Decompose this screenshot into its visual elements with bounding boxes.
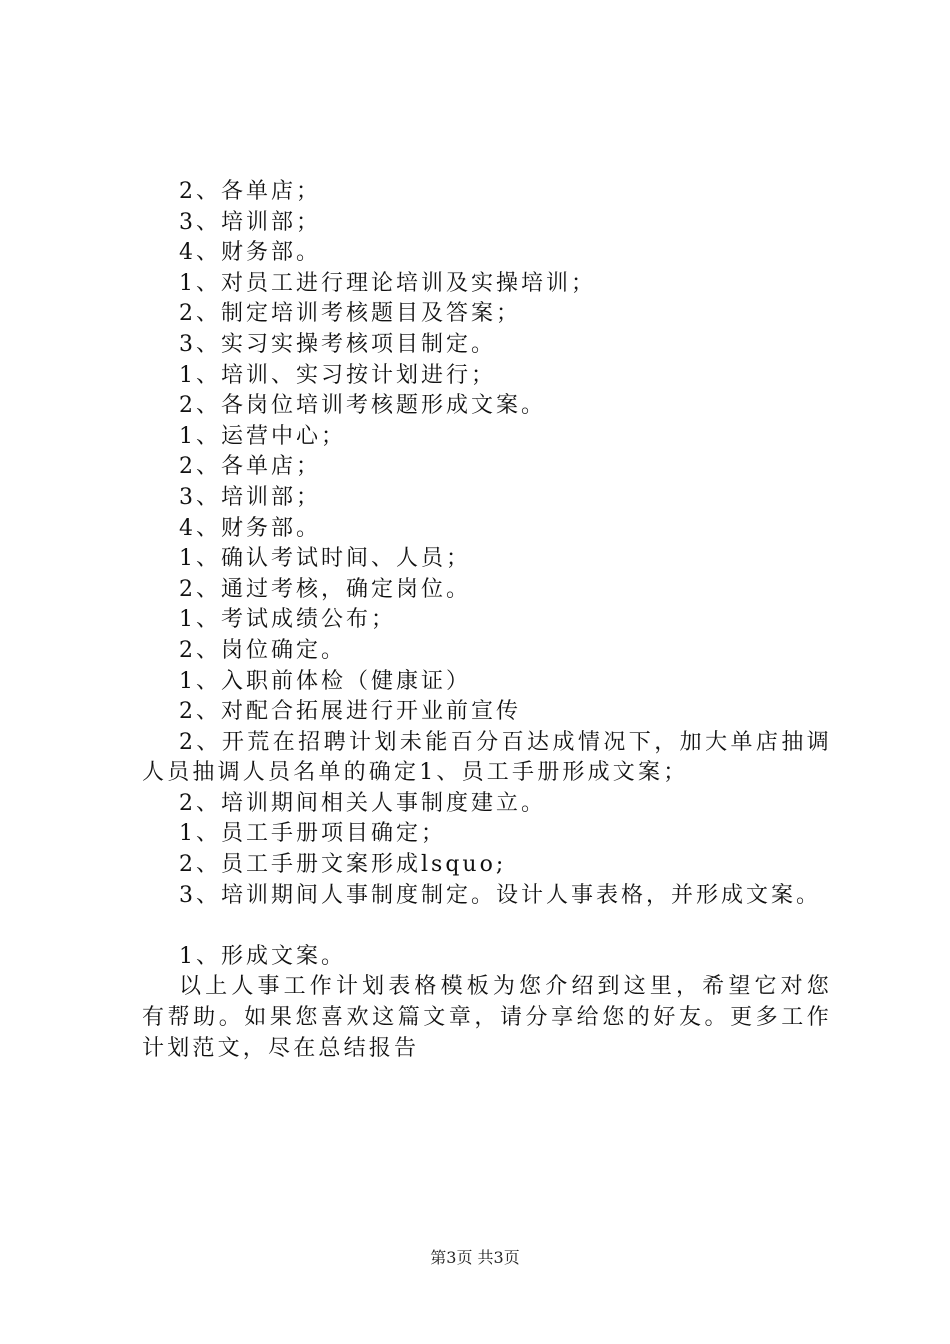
page-indicator: 第3页 共3页	[430, 1248, 520, 1267]
list-item: 1、培训、实习按计划进行；	[179, 362, 496, 388]
list-item: 1、确认考试时间、人员；	[179, 546, 471, 572]
list-item: 2、各岗位培训考核题形成文案。	[179, 393, 546, 419]
list-item: 2、制定培训考核题目及答案；	[179, 301, 521, 327]
list-item: 1、对员工进行理论培训及实操培训；	[179, 270, 596, 296]
list-item: 3、实习实操考核项目制定。	[179, 331, 496, 357]
list-item: 3、培训期间人事制度制定。设计人事表格，并形成文案。	[179, 882, 821, 908]
list-item: 2、岗位确定。	[179, 637, 346, 663]
list-item: 1、考试成绩公布；	[179, 607, 396, 633]
list-item: 1、形成文案。	[179, 943, 346, 969]
list-item: 3、培训部；	[179, 484, 321, 510]
document-body	[142, 177, 832, 1064]
list-item: 3、培训部；	[179, 209, 321, 235]
list-item: 2、各单店；	[179, 179, 321, 204]
list-item: 4、财务部。	[179, 515, 321, 541]
closing-paragraph: 以上人事工作计划表格模板为您介绍到这里，希望它对您有帮助。如果您喜欢这篇文章，请分享给您的好友。更多工作计划范文，尽在总结报告	[142, 974, 832, 1061]
list-item: 4、财务部。	[179, 240, 321, 266]
list-item: 1、员工手册项目确定；	[179, 821, 446, 847]
list-item: 2、各单店；	[179, 454, 321, 480]
list-item: 1、运营中心；	[179, 423, 346, 449]
list-item: 2、通过考核，确定岗位。	[179, 576, 471, 602]
recruit-paragraph: 2、开荒在招聘计划未能百分百达成情况下，加大单店抽调人员抽调人员名单的确定1、员工手册形成文案；	[142, 729, 832, 786]
list-item: 2、对配合拓展进行开业前宣传	[179, 699, 521, 725]
list-item: 1、入职前体检（健康证）	[179, 668, 471, 694]
list-item: 2、员工手册文案形成lsquo;	[179, 852, 507, 878]
list-item: 2、培训期间相关人事制度建立。	[179, 790, 546, 816]
spacer	[142, 911, 832, 942]
